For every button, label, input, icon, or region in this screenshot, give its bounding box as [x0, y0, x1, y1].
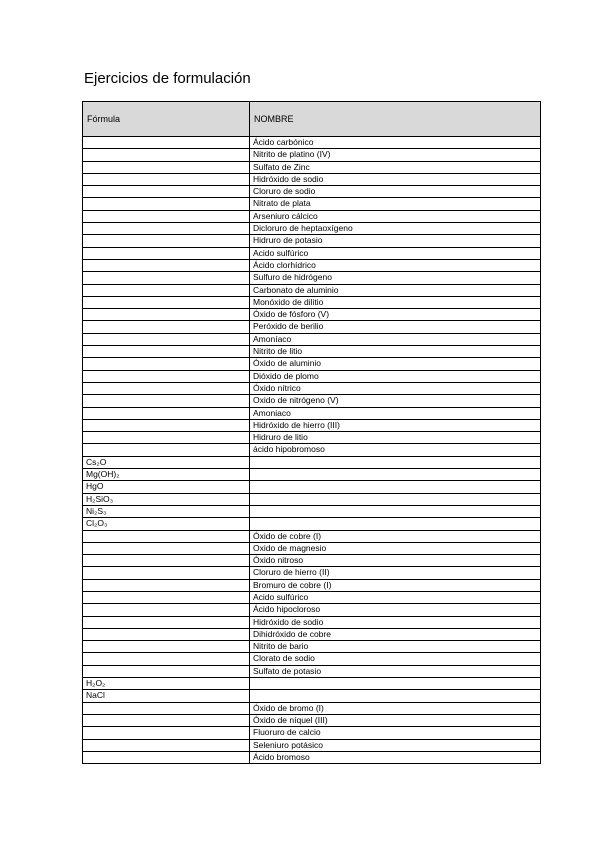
formula-cell [83, 235, 250, 247]
formula-cell [83, 419, 250, 431]
formula-cell [83, 751, 250, 763]
formula-cell [83, 542, 250, 554]
table-row [83, 469, 541, 481]
header-formula: Fórmula [83, 102, 250, 137]
nombre-cell: Hidróxido de hierro (III) [250, 419, 541, 431]
formula-cell [83, 555, 250, 567]
table-row [83, 579, 541, 591]
formula-cell [83, 407, 250, 419]
nombre-cell: Óxido nítrico [250, 382, 541, 394]
table-row [83, 604, 541, 616]
table-row [83, 493, 541, 505]
formula-cell [83, 137, 250, 149]
table-row [83, 296, 541, 308]
formula-cell: H₂SiO₃ [83, 493, 250, 505]
nombre-cell: Hidróxido de sodio [250, 616, 541, 628]
nombre-cell: Seleniuro potásico [250, 739, 541, 751]
table-row [83, 530, 541, 542]
formula-cell [83, 173, 250, 185]
nombre-cell [250, 678, 541, 690]
nombre-cell: Amoníaco [250, 333, 541, 345]
table-row [83, 137, 541, 149]
formula-cell [83, 223, 250, 235]
nombre-cell [250, 469, 541, 481]
nombre-cell: Nitrito de platino (IV) [250, 149, 541, 161]
table-row [83, 247, 541, 259]
nombre-cell: Ácido bromoso [250, 751, 541, 763]
formula-cell [83, 604, 250, 616]
formula-cell [83, 309, 250, 321]
table-row [83, 456, 541, 468]
formula-cell: H₂O₂ [83, 678, 250, 690]
nombre-cell: Clorato de sodio [250, 653, 541, 665]
formula-cell [83, 346, 250, 358]
formula-cell [83, 432, 250, 444]
table-row [83, 173, 541, 185]
nombre-cell [250, 690, 541, 702]
nombre-cell: Hidróxido de sodio [250, 173, 541, 185]
table-header-row [83, 102, 541, 137]
formula-cell [83, 198, 250, 210]
formula-cell [83, 333, 250, 345]
table-row [83, 702, 541, 714]
nombre-cell: Sulfato de Zinc [250, 161, 541, 173]
table-row [83, 272, 541, 284]
table-row [83, 395, 541, 407]
nombre-cell [250, 505, 541, 517]
formula-cell [83, 739, 250, 751]
table-body [83, 102, 541, 764]
table-row [83, 259, 541, 271]
formula-cell: Mg(OH)₂ [83, 469, 250, 481]
formula-cell [83, 579, 250, 591]
table-row [83, 419, 541, 431]
table-row [83, 653, 541, 665]
table-row [83, 149, 541, 161]
table-row [83, 505, 541, 517]
formula-cell [83, 296, 250, 308]
formula-cell [83, 616, 250, 628]
formula-cell: HgO [83, 481, 250, 493]
table-row [83, 333, 541, 345]
nombre-cell: Nitrito de litio [250, 346, 541, 358]
table-row [83, 186, 541, 198]
formula-cell: NaCl [83, 690, 250, 702]
nombre-cell: Oxido de nitrógeno (V) [250, 395, 541, 407]
formula-cell [83, 161, 250, 173]
nombre-cell: Sulfuro de hidrógeno [250, 272, 541, 284]
formula-cell [83, 382, 250, 394]
nombre-cell: Óxido de fósforo (V) [250, 309, 541, 321]
formula-cell [83, 665, 250, 677]
nombre-cell: ácido hipobromoso [250, 444, 541, 456]
nombre-cell: Hidruro de litio [250, 432, 541, 444]
formula-cell [83, 186, 250, 198]
formula-cell [83, 591, 250, 603]
nombre-cell: Acido sulfúrico [250, 591, 541, 603]
formula-cell: Cs₂O [83, 456, 250, 468]
formula-cell: Cl₂O₃ [83, 518, 250, 530]
table-row [83, 407, 541, 419]
nombre-cell: Óxido de níquel (III) [250, 714, 541, 726]
formula-cell [83, 321, 250, 333]
table-row [83, 641, 541, 653]
nombre-cell: Cloruro de sodio [250, 186, 541, 198]
formula-cell [83, 653, 250, 665]
table-row [83, 591, 541, 603]
nombre-cell: Amoniaco [250, 407, 541, 419]
nombre-cell: Dihidróxido de cobre [250, 628, 541, 640]
formula-cell [83, 641, 250, 653]
table-row [83, 518, 541, 530]
table-row [83, 444, 541, 456]
nombre-cell [250, 518, 541, 530]
nombre-cell: Nitrato de plata [250, 198, 541, 210]
nombre-cell: Óxido de bromo (I) [250, 702, 541, 714]
table-row [83, 321, 541, 333]
nombre-cell: Carbonato de aluminio [250, 284, 541, 296]
table-row [83, 714, 541, 726]
table-row [83, 567, 541, 579]
table-row [83, 542, 541, 554]
formula-cell [83, 370, 250, 382]
formula-cell [83, 444, 250, 456]
table-row [83, 678, 541, 690]
nombre-cell: Monóxido de dilitio [250, 296, 541, 308]
formulation-table [82, 101, 541, 764]
formula-cell [83, 530, 250, 542]
nombre-cell: Acido sulfúrico [250, 247, 541, 259]
table-row [83, 628, 541, 640]
nombre-cell: Dióxido de plomo [250, 370, 541, 382]
formula-cell [83, 702, 250, 714]
formula-cell: Ni₂S₃ [83, 505, 250, 517]
nombre-cell: Oxido de magnesio [250, 542, 541, 554]
table-row [83, 346, 541, 358]
nombre-cell: Óxido de aluminio [250, 358, 541, 370]
nombre-cell: Peróxido de berilio [250, 321, 541, 333]
table-row [83, 751, 541, 763]
nombre-cell: Óxido de cobre (I) [250, 530, 541, 542]
table-row [83, 432, 541, 444]
formula-cell [83, 358, 250, 370]
formula-cell [83, 714, 250, 726]
table-row [83, 690, 541, 702]
formula-cell [83, 567, 250, 579]
table-row [83, 382, 541, 394]
nombre-cell: Fluoruro de calcio [250, 727, 541, 739]
nombre-cell: Ácido hipocloroso [250, 604, 541, 616]
nombre-cell [250, 456, 541, 468]
table-row [83, 481, 541, 493]
table-row [83, 665, 541, 677]
formula-cell [83, 259, 250, 271]
header-nombre: NOMBRE [250, 102, 541, 137]
nombre-cell: Sulfato de potasio [250, 665, 541, 677]
formula-cell [83, 247, 250, 259]
nombre-cell: Óxido nitroso [250, 555, 541, 567]
formula-cell [83, 727, 250, 739]
nombre-cell: Hidruro de potasio [250, 235, 541, 247]
formula-cell [83, 149, 250, 161]
table-row [83, 309, 541, 321]
table-row [83, 161, 541, 173]
formula-cell [83, 395, 250, 407]
table-row [83, 739, 541, 751]
table-row [83, 727, 541, 739]
table-row [83, 370, 541, 382]
formula-cell [83, 628, 250, 640]
nombre-cell: Bromuro de cobre (I) [250, 579, 541, 591]
table-row [83, 210, 541, 222]
nombre-cell: Cloruro de hierro (II) [250, 567, 541, 579]
nombre-cell: Arseniuro cálcico [250, 210, 541, 222]
nombre-cell: Nitrito de bario [250, 641, 541, 653]
nombre-cell: Dicloruro de heptaoxígeno [250, 223, 541, 235]
table-row [83, 358, 541, 370]
nombre-cell: Ácido clorhídrico [250, 259, 541, 271]
formula-cell [83, 284, 250, 296]
nombre-cell [250, 493, 541, 505]
table-row [83, 198, 541, 210]
formula-cell [83, 210, 250, 222]
table-row [83, 235, 541, 247]
table-row [83, 284, 541, 296]
table-row [83, 223, 541, 235]
table-row [83, 555, 541, 567]
formula-cell [83, 272, 250, 284]
table-row [83, 616, 541, 628]
page-title: Ejercicios de formulación [84, 70, 251, 87]
nombre-cell [250, 481, 541, 493]
nombre-cell: Ácido carbónico [250, 137, 541, 149]
